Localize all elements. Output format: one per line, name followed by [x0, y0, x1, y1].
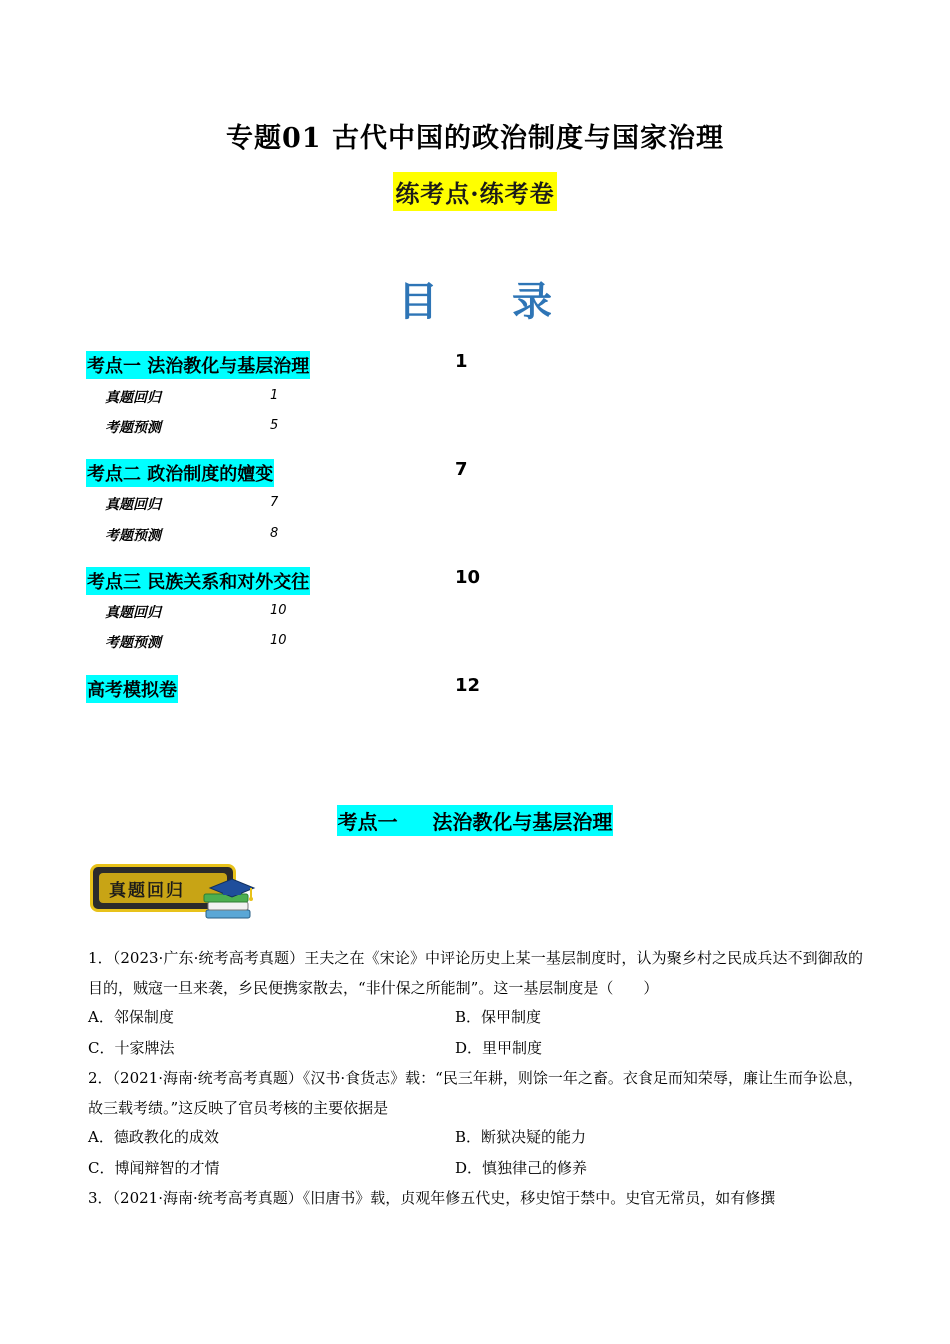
toc-section-2-page: 7: [455, 459, 468, 480]
toc-item-1-1-page: 1: [270, 388, 279, 403]
question-3-stem: 3．（2021·海南·统考高考真题）《旧唐书》载，贞观年修五代史，移史馆于禁中。史官无常员，如有修撰: [88, 1189, 776, 1207]
toc-item-3-2-page: 10: [270, 633, 287, 648]
question-2-option-a[interactable]: A．德政教化的成效: [88, 1128, 219, 1146]
toc-item-2-1[interactable]: 真题回归: [105, 497, 161, 513]
page-subtitle: 练考点·练考卷: [393, 172, 556, 211]
toc-section-4-page: 12: [455, 675, 481, 696]
question-1-option-a[interactable]: A．邻保制度: [88, 1008, 174, 1026]
question-2-option-b[interactable]: B．断狱决疑的能力: [455, 1128, 587, 1146]
toc-section-3[interactable]: 考点三 民族关系和对外交往: [86, 567, 310, 595]
question-2-option-d[interactable]: D．慎独律己的修养: [455, 1159, 588, 1177]
toc-item-1-1[interactable]: 真题回归: [105, 390, 161, 406]
section-heading: 考点一 法治教化与基层治理: [337, 805, 614, 836]
toc-section-3-page: 10: [455, 567, 481, 588]
question-1-option-b[interactable]: B．保甲制度: [455, 1008, 542, 1026]
toc-item-3-2[interactable]: 考题预测: [105, 635, 161, 651]
subtitle-container: [0, 172, 950, 211]
section-heading-container: [0, 805, 950, 836]
question-2-option-c[interactable]: C．博闻辩智的才情: [88, 1159, 220, 1177]
toc-item-2-1-page: 7: [270, 495, 279, 510]
question-1-option-d[interactable]: D．里甲制度: [455, 1039, 543, 1057]
question-1-stem: 1．（2023·广东·统考高考真题）王夫之在《宋论》中评论历史上某一基层制度时，认为聚乡村之民成兵达不到御敌的目的，贼寇一旦来袭，乡民便携家散去，“非什保之所能制”。这一基层制度是（ ）: [88, 949, 863, 997]
page-title: 专题01 古代中国的政治制度与国家治理: [226, 123, 724, 154]
toc-section-4[interactable]: 高考模拟卷: [86, 675, 178, 703]
toc-section-1[interactable]: 考点一 法治教化与基层治理: [86, 351, 310, 379]
toc-item-3-1[interactable]: 真题回归: [105, 605, 161, 621]
toc-section-1-page: 1: [455, 351, 468, 372]
toc-item-1-2[interactable]: 考题预测: [105, 420, 161, 436]
toc-item-2-2[interactable]: 考题预测: [105, 528, 161, 544]
toc-item-3-1-page: 10: [270, 603, 287, 618]
section-badge-label: 真题回归: [109, 880, 185, 901]
toc-item-2-2-page: 8: [270, 526, 279, 541]
toc-item-1-2-page: 5: [270, 418, 279, 433]
question-1-option-c[interactable]: C．十家牌法: [88, 1039, 175, 1057]
toc-section-2[interactable]: 考点二 政治制度的嬗变: [86, 459, 274, 487]
question-2-stem: 2．（2021·海南·统考高考真题）《汉书·食货志》载：“民三年耕，则馀一年之畜。衣食足而知荣辱，廉让生而争讼息，故三载考绩。”这反映了官员考核的主要依据是: [88, 1069, 863, 1117]
graduation-cap-books-icon: [196, 876, 260, 922]
toc-title: 目 录: [398, 278, 582, 325]
